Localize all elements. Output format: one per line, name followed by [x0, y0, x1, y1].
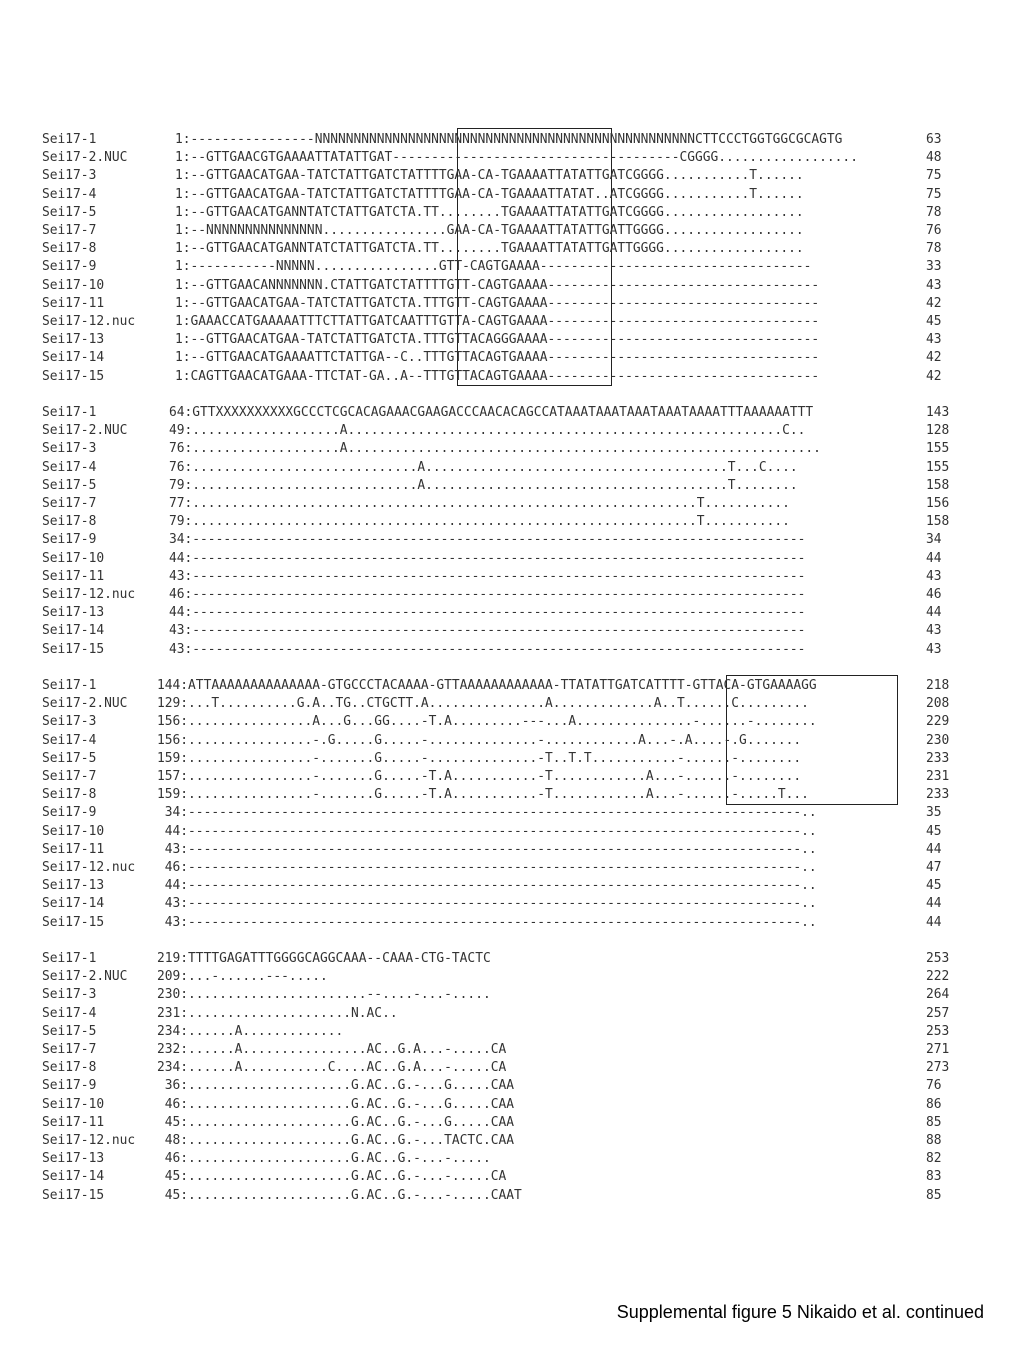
alignment-row	[42, 313, 942, 331]
sequence-data: 1:--GTTGAACATGANNTATCTATTGATCTA.TT........TGAAAATTATATTGATCGGGG..................	[175, 204, 804, 220]
end-position: 128	[926, 423, 950, 439]
end-position: 86	[926, 1096, 942, 1112]
end-position: 44	[926, 896, 942, 912]
sequence-data: 159:................-.......G.....-..............-T..T.T...........-......-........	[157, 750, 802, 766]
sequence-data: 46:.....................G.AC..G.-...-.....	[157, 1151, 491, 1167]
sequence-name: Sei17-7	[42, 1042, 97, 1057]
alignment-row	[42, 204, 942, 222]
sequence-data: 1:----------------NNNNNNNNNNNNNNNNNNNNNNNNNNNNNNNNNNNNNNNNNNNNNNNNNCTTCCCTGGTGGCGCAGTG	[175, 132, 843, 147]
sequence-data: 43:-------------------------------------------------------------------------------..	[157, 914, 817, 930]
alignment-row	[42, 531, 942, 549]
alignment-row	[42, 513, 950, 531]
alignment-row	[42, 186, 942, 204]
sequence-data: 1:--GTTGAACATGAA-TATCTATTGATCTATTTTGAA-CA-TGAAAATTATATTGATCGGGG...........T......	[175, 168, 804, 184]
sequence-data: 45:.....................G.AC..G.-...G.....CAA	[157, 1114, 514, 1130]
sequence-data: 144:ATTAAAAAAAAAAAAAA-GTGCCCTACAAAA-GTTAAAAAAAAAAAA-TTATATTGATCATTTT-GTTACA-GTGAAAAGG	[157, 678, 817, 693]
sequence-name: Sei17-13	[42, 878, 105, 894]
sequence-name: Sei17-8	[42, 1060, 97, 1076]
alignment-row	[42, 804, 942, 822]
sequence-data: 79:.............................A.......................................T........	[169, 477, 798, 493]
sequence-name: Sei17-7	[42, 769, 97, 784]
sequence-data: 48:.....................G.AC..G.-...TACTC.CAA	[157, 1133, 514, 1148]
alignment-row	[42, 368, 942, 386]
sequence-data: 43:-------------------------------------------------------------------------------	[169, 568, 806, 584]
alignment-row	[42, 331, 942, 349]
end-position: 76	[926, 1078, 942, 1094]
end-position: 45	[926, 823, 942, 839]
alignment-row	[42, 349, 942, 367]
sequence-name: Sei17-9	[42, 1078, 97, 1094]
alignment-row	[42, 641, 942, 659]
sequence-name: Sei17-3	[42, 441, 97, 457]
end-position: 233	[926, 787, 950, 803]
figure-caption: Supplemental figure 5 Nikaido et al. continued	[616, 1302, 984, 1322]
sequence-data: 44:-------------------------------------------------------------------------------..	[157, 823, 817, 839]
end-position: 155	[926, 441, 950, 457]
sequence-name: Sei17-12.nuc	[42, 587, 136, 602]
end-position: 44	[926, 914, 942, 930]
sequence-data: 1:--GTTGAACATGAA-TATCTATTGATCTA.TTTGTT-CAGTGAAAA-----------------------------------	[175, 295, 820, 311]
alignment-block-3	[42, 677, 950, 932]
alignment-row	[42, 986, 950, 1004]
alignment-row	[42, 1005, 950, 1023]
end-position: 45	[926, 314, 942, 329]
alignment-row	[42, 495, 950, 513]
sequence-data: 232:......A................AC..G.A...-.....CA	[157, 1042, 507, 1057]
alignment-row	[42, 677, 950, 695]
sequence-name: Sei17-3	[42, 987, 97, 1003]
alignment-row	[42, 295, 942, 313]
sequence-data: 209:...-......---.....	[157, 969, 328, 985]
alignment-row	[42, 823, 942, 841]
sequence-name: Sei17-13	[42, 332, 105, 348]
sequence-data: 234:......A...........C....AC..G.A...-.....CA	[157, 1060, 507, 1076]
sequence-name: Sei17-13	[42, 605, 105, 621]
end-position: 43	[926, 332, 942, 348]
end-position: 158	[926, 477, 950, 493]
alignment-row	[42, 877, 942, 895]
alignment-row	[42, 914, 942, 932]
sequence-data: 1:--GTTGAACANNNNNNN.CTATTGATCTATTTTGTT-CAGTGAAAA-----------------------------------	[175, 277, 820, 293]
sequence-data: 45:.....................G.AC..G.-...-.....CA	[157, 1169, 507, 1185]
alignment-row	[42, 131, 942, 149]
end-position: 34	[926, 532, 942, 548]
sequence-name: Sei17-4	[42, 186, 97, 202]
sequence-name: Sei17-13	[42, 1151, 105, 1167]
sequence-data: 76:...................A.............................................................	[169, 441, 821, 457]
sequence-data: 156:................-.G.....G.....-..............-............A...-.A....-.G.......	[157, 732, 802, 748]
sequence-data: 129:...T..........G.A..TG..CTGCTT.A...............A.............A..T......C.........	[157, 696, 809, 712]
alignment-row	[42, 1132, 942, 1150]
sequence-name: Sei17-9	[42, 532, 97, 548]
alignment-row	[42, 459, 950, 477]
sequence-name: Sei17-5	[42, 750, 97, 766]
end-position: 48	[926, 150, 942, 166]
end-position: 218	[926, 678, 950, 693]
end-position: 233	[926, 750, 950, 766]
end-position: 273	[926, 1060, 950, 1076]
sequence-data: 49:...................A........................................................C..	[169, 423, 806, 439]
alignment-row	[42, 768, 950, 786]
alignment-row	[42, 1168, 942, 1186]
end-position: 78	[926, 241, 942, 257]
end-position: 253	[926, 951, 950, 966]
sequence-data: 76:.............................A.......................................T...C....	[169, 459, 798, 475]
alignment-row	[42, 477, 950, 495]
sequence-name: Sei17-15	[42, 914, 105, 930]
sequence-name: Sei17-7	[42, 496, 97, 511]
end-position: 75	[926, 186, 942, 202]
sequence-name: Sei17-8	[42, 514, 97, 530]
end-position: 35	[926, 805, 942, 821]
end-position: 264	[926, 987, 950, 1003]
sequence-name: Sei17-8	[42, 787, 97, 803]
end-position: 44	[926, 550, 942, 566]
alignment-row	[42, 149, 942, 167]
alignment-row	[42, 1150, 942, 1168]
end-position: 82	[926, 1151, 942, 1167]
alignment-row	[42, 841, 942, 859]
alignment-row	[42, 713, 950, 731]
sequence-name: Sei17-11	[42, 841, 105, 857]
sequence-data: 44:-------------------------------------------------------------------------------..	[157, 878, 817, 894]
sequence-data: 45:.....................G.AC..G.-...-.....CAAT	[157, 1187, 522, 1203]
sequence-data: 234:......A.............	[157, 1023, 344, 1039]
end-position: 42	[926, 350, 942, 366]
sequence-name: Sei17-1	[42, 951, 97, 966]
sequence-name: Sei17-11	[42, 1114, 105, 1130]
end-position: 85	[926, 1187, 942, 1203]
sequence-data: 46:.....................G.AC..G.-...G.....CAA	[157, 1096, 514, 1112]
sequence-data: 43:-------------------------------------------------------------------------------..	[157, 841, 817, 857]
end-position: 230	[926, 732, 950, 748]
sequence-name: Sei17-8	[42, 241, 97, 257]
sequence-data: 1:--GTTGAACATGAAAATTCTATTGA--C..TTTGTTACAGTGAAAA-----------------------------------	[175, 350, 820, 366]
sequence-name: Sei17-4	[42, 732, 97, 748]
sequence-name: Sei17-1	[42, 132, 97, 147]
alignment-row	[42, 968, 950, 986]
alignment-row	[42, 440, 950, 458]
alignment-row	[42, 568, 942, 586]
end-position: 271	[926, 1042, 950, 1057]
sequence-name: Sei17-3	[42, 714, 97, 730]
sequence-data: 44:-------------------------------------------------------------------------------	[169, 550, 806, 566]
sequence-name: Sei17-5	[42, 1023, 97, 1039]
sequence-data: 157:................-.......G.....-T.A...........-T............A...-......-........	[157, 769, 802, 784]
alignment-block-2	[42, 404, 950, 659]
end-position: 155	[926, 459, 950, 475]
end-position: 47	[926, 860, 942, 875]
end-position: 33	[926, 259, 942, 275]
end-position: 222	[926, 969, 950, 985]
sequence-name: Sei17-14	[42, 350, 105, 366]
end-position: 85	[926, 1114, 942, 1130]
alignment-row	[42, 950, 950, 968]
sequence-name: Sei17-14	[42, 896, 105, 912]
sequence-data: 1:--GTTGAACATGAA-TATCTATTGATCTA.TTTGTTACAGGGAAAA-----------------------------------	[175, 332, 820, 348]
sequence-data: 1:CAGTTGAACATGAAA-TTCTAT-GA..A--TTTGTTACAGTGAAAA-----------------------------------	[175, 368, 820, 384]
alignment-row	[42, 750, 950, 768]
alignment-row	[42, 1041, 950, 1059]
end-position: 229	[926, 714, 950, 730]
end-position: 44	[926, 841, 942, 857]
sequence-name: Sei17-4	[42, 459, 97, 475]
alignment-row	[42, 1023, 950, 1041]
sequence-name: Sei17-14	[42, 1169, 105, 1185]
sequence-name: Sei17-4	[42, 1005, 97, 1021]
sequence-data: 156:................A...G...GG....-T.A.........---...A...............-......-........	[157, 714, 817, 730]
alignment-row	[42, 895, 942, 913]
alignment-row	[42, 586, 942, 604]
alignment-row	[42, 550, 942, 568]
alignment-row	[42, 1077, 942, 1095]
sequence-name: Sei17-10	[42, 823, 105, 839]
sequence-name: Sei17-9	[42, 259, 97, 275]
sequence-name: Sei17-12.nuc	[42, 860, 136, 875]
alignment-row	[42, 258, 942, 276]
sequence-name: Sei17-10	[42, 550, 105, 566]
sequence-name: Sei17-10	[42, 277, 105, 293]
sequence-name: Sei17-1	[42, 405, 97, 420]
sequence-data: 1:GAAACCATGAAAAATTTCTTATTGATCAATTTGTTA-CAGTGAAAA-----------------------------------	[175, 314, 820, 329]
end-position: 42	[926, 295, 942, 311]
sequence-name: Sei17-5	[42, 204, 97, 220]
end-position: 257	[926, 1005, 950, 1021]
sequence-name: Sei17-15	[42, 368, 105, 384]
end-position: 143	[926, 405, 950, 420]
alignment-row	[42, 732, 950, 750]
end-position: 78	[926, 204, 942, 220]
sequence-name: Sei17-2.NUC	[42, 696, 128, 712]
alignment-row	[42, 167, 942, 185]
alignment-row	[42, 1114, 942, 1132]
end-position: 45	[926, 878, 942, 894]
end-position: 43	[926, 641, 942, 657]
sequence-name: Sei17-12.nuc	[42, 314, 136, 329]
alignment-row	[42, 786, 950, 804]
sequence-data: 36:.....................G.AC..G.-...G.....CAA	[157, 1078, 514, 1094]
sequence-data: 1:--GTTGAACATGANNTATCTATTGATCTA.TT........TGAAAATTATATTGATTGGGG..................	[175, 241, 804, 257]
sequence-name: Sei17-2.NUC	[42, 423, 128, 439]
alignment-block-1	[42, 131, 942, 386]
end-position: 63	[926, 132, 942, 147]
end-position: 253	[926, 1023, 950, 1039]
sequence-data: 34:-------------------------------------------------------------------------------	[169, 532, 806, 548]
sequence-name: Sei17-2.NUC	[42, 969, 128, 985]
sequence-name: Sei17-15	[42, 641, 105, 657]
sequence-data: 159:................-.......G.....-T.A...........-T............A...-......-.....T...	[157, 787, 809, 803]
sequence-name: Sei17-12.nuc	[42, 1133, 136, 1148]
alignment-row	[42, 240, 942, 258]
end-position: 76	[926, 223, 942, 238]
sequence-data: 1:--NNNNNNNNNNNNNNN................GAA-CA-TGAAAATTATATTGATTGGGG..................	[175, 223, 804, 238]
sequence-data: 77:.................................................................T...........	[169, 496, 790, 511]
sequence-name: Sei17-1	[42, 678, 97, 693]
alignment-row	[42, 404, 950, 422]
sequence-data: 46:-------------------------------------------------------------------------------..	[157, 860, 817, 875]
alignment-row	[42, 222, 942, 240]
sequence-name: Sei17-14	[42, 623, 105, 639]
sequence-name: Sei17-7	[42, 223, 97, 238]
alignment-row	[42, 859, 942, 877]
end-position: 231	[926, 769, 950, 784]
sequence-name: Sei17-15	[42, 1187, 105, 1203]
sequence-name: Sei17-5	[42, 477, 97, 493]
sequence-name: Sei17-11	[42, 568, 105, 584]
end-position: 46	[926, 587, 942, 602]
sequence-data: 43:-------------------------------------------------------------------------------	[169, 623, 806, 639]
sequence-data: 79:.................................................................T...........	[169, 514, 790, 530]
sequence-data: 64:GTTXXXXXXXXXXGCCCTCGCACAGAAACGAAGACCCAACACAGCCATAAATAAATAAATAAATAAAATTTAAAAAATTT	[169, 405, 814, 420]
sequence-name: Sei17-2.NUC	[42, 150, 128, 166]
sequence-name: Sei17-3	[42, 168, 97, 184]
alignment-row	[42, 604, 942, 622]
alignment-block-4	[42, 950, 950, 1205]
sequence-data: 1:-----------NNNNN................GTT-CAGTGAAAA-----------------------------------	[175, 259, 812, 275]
end-position: 83	[926, 1169, 942, 1185]
sequence-name: Sei17-9	[42, 805, 97, 821]
alignment-row	[42, 1059, 950, 1077]
sequence-data: 1:--GTTGAACGTGAAAATTATATTGAT-------------------------------------CGGGG..................	[175, 150, 858, 166]
end-position: 75	[926, 168, 942, 184]
sequence-data: 230:.......................--....-...-.....	[157, 987, 491, 1003]
alignment-row	[42, 622, 942, 640]
sequence-data: 219:TTTTGAGATTTGGGGCAGGCAAA--CAAA-CTG-TACTC	[157, 951, 491, 966]
sequence-data: 43:-------------------------------------------------------------------------------	[169, 641, 806, 657]
end-position: 156	[926, 496, 950, 511]
sequence-data: 44:-------------------------------------------------------------------------------	[169, 605, 806, 621]
end-position: 43	[926, 623, 942, 639]
sequence-name: Sei17-11	[42, 295, 105, 311]
alignment-row	[42, 277, 942, 295]
sequence-data: 46:-------------------------------------------------------------------------------	[169, 587, 806, 602]
alignment-row	[42, 1096, 942, 1114]
alignment-row	[42, 695, 950, 713]
sequence-data: 34:-------------------------------------------------------------------------------..	[157, 805, 817, 821]
end-position: 44	[926, 605, 942, 621]
alignment-row	[42, 1187, 942, 1205]
alignment-row	[42, 422, 950, 440]
end-position: 88	[926, 1133, 942, 1148]
sequence-data: 1:--GTTGAACATGAA-TATCTATTGATCTATTTTGAA-CA-TGAAAATTATAT..ATCGGGG...........T......	[175, 186, 804, 202]
end-position: 158	[926, 514, 950, 530]
end-position: 42	[926, 368, 942, 384]
sequence-data: 231:.....................N.AC..	[157, 1005, 398, 1021]
end-position: 208	[926, 696, 950, 712]
sequence-data: 43:-------------------------------------------------------------------------------..	[157, 896, 817, 912]
sequence-name: Sei17-10	[42, 1096, 105, 1112]
end-position: 43	[926, 277, 942, 293]
end-position: 43	[926, 568, 942, 584]
